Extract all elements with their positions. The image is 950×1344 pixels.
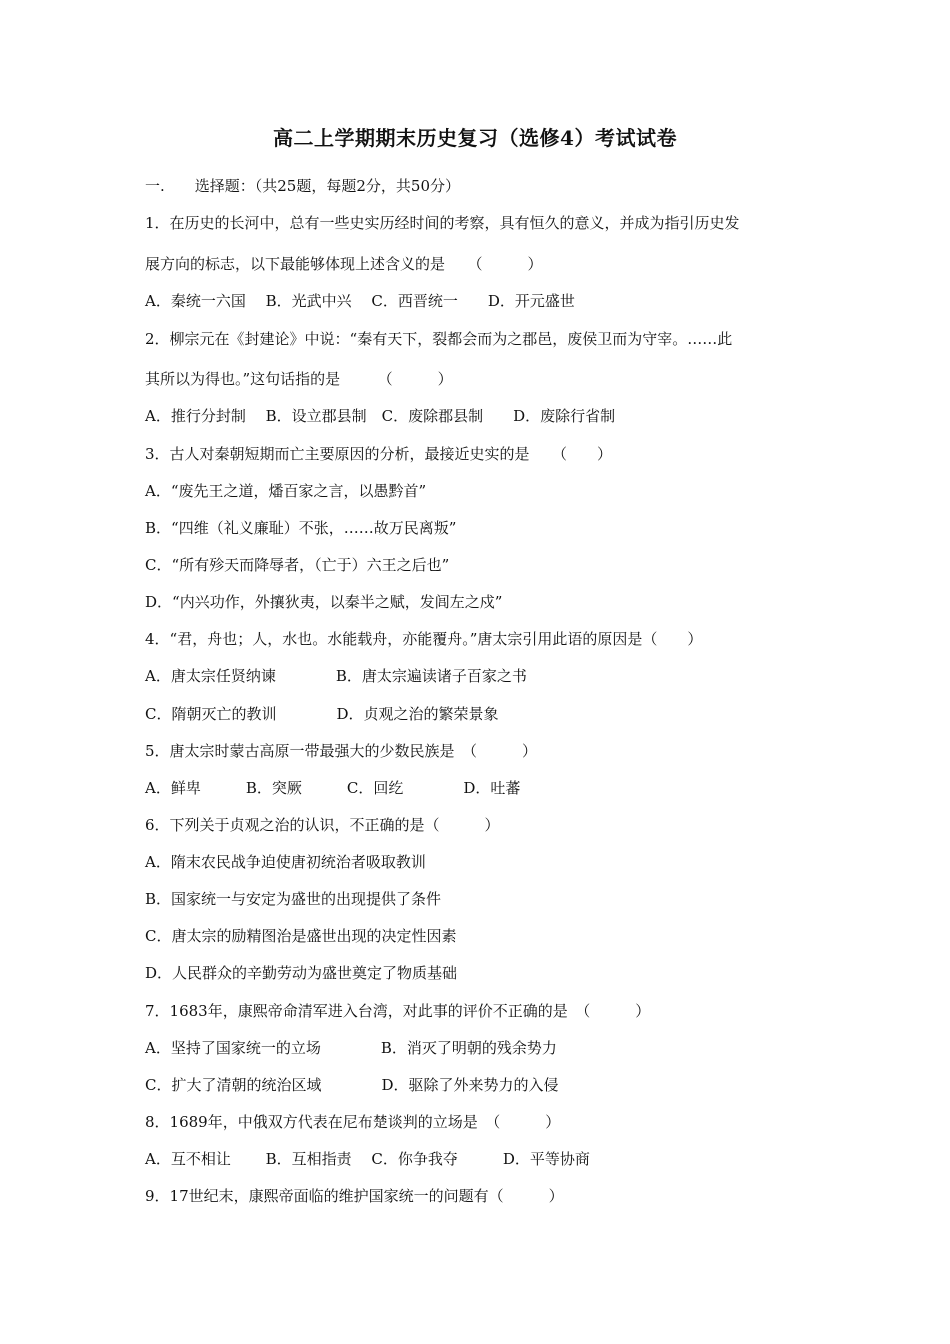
question-6-stem: 6．下列关于贞观之治的认识，不正确的是（ ） xyxy=(145,816,500,834)
question-5-stem: 5．唐太宗时蒙古高原一带最强大的少数民族是 （ ） xyxy=(145,742,538,760)
question-3-option-a: A．“废先王之道，燔百家之言，以愚黔首” xyxy=(145,482,427,500)
question-4-stem: 4．“君，舟也；人，水也。水能载舟，亦能覆舟。”唐太宗引用此语的原因是（ ） xyxy=(145,630,703,648)
question-2-line-1: 2．柳宗元在《封建论》中说：“秦有天下，裂都会而为之郡邑，废侯卫而为守宰。……此 xyxy=(145,330,733,348)
question-8-stem: 8．1689年，中俄双方代表在尼布楚谈判的立场是 （ ） xyxy=(145,1113,561,1131)
question-4-options-ab: A．唐太宗任贤纳谏 B．唐太宗遍读诸子百家之书 xyxy=(145,667,527,685)
exam-title: 高二上学期期末历史复习（选修4）考试试卷 xyxy=(273,126,677,150)
question-2-line-2: 其所以为得也。”这句话指的是 （ ） xyxy=(145,370,453,388)
question-1-options: A．秦统一六国 B．光武中兴 C．西晋统一 D．开元盛世 xyxy=(145,292,575,310)
question-7-options-cd: C．扩大了清朝的统治区域 D．驱除了外来势力的入侵 xyxy=(145,1076,559,1094)
section-heading: 一. 选择题：（共25题，每题2分，共50分） xyxy=(145,177,460,195)
question-6-option-c: C．唐太宗的励精图治是盛世出现的决定性因素 xyxy=(145,927,457,945)
question-3-option-d: D．“内兴功作，外攘狄夷，以秦半之赋，发闾左之戍” xyxy=(145,593,503,611)
question-6-option-a: A．隋末农民战争迫使唐初统治者吸取教训 xyxy=(145,853,426,871)
question-8-options: A．互不相让 B．互相指责 C．你争我夺 D．平等协商 xyxy=(145,1150,590,1168)
question-9-stem: 9．17世纪末，康熙帝面临的维护国家统一的问题有（ ） xyxy=(145,1187,564,1205)
question-1-line-1: 1．在历史的长河中，总有一些史实历经时间的考察，具有恒久的意义，并成为指引历史发 xyxy=(145,214,740,232)
question-4-options-cd: C．隋朝灭亡的教训 D．贞观之治的繁荣景象 xyxy=(145,705,499,723)
question-5-options: A．鲜卑 B．突厥 C．回纥 D．吐蕃 xyxy=(145,779,521,797)
question-6-option-b: B．国家统一与安定为盛世的出现提供了条件 xyxy=(145,890,442,908)
question-6-option-d: D．人民群众的辛勤劳动为盛世奠定了物质基础 xyxy=(145,964,458,982)
question-3-option-c: C．“所有殄天而降辱者，（亡于）六王之后也” xyxy=(145,556,450,574)
question-1-line-2: 展方向的标志，以下最能够体现上述含义的是 （ ） xyxy=(145,255,543,273)
question-7-stem: 7．1683年，康熙帝命清军进入台湾，对此事的评价不正确的是 （ ） xyxy=(145,1002,651,1020)
question-7-options-ab: A．坚持了国家统一的立场 B．消灭了明朝的残余势力 xyxy=(145,1039,557,1057)
question-2-options: A．推行分封制 B．设立郡县制 C．废除郡县制 D．废除行省制 xyxy=(145,407,616,425)
question-3-option-b: B．“四维（礼义廉耻）不张，……故万民离叛” xyxy=(145,519,457,537)
question-3-stem: 3．古人对秦朝短期而亡主要原因的分析，最接近史实的是 （ ） xyxy=(145,445,613,463)
